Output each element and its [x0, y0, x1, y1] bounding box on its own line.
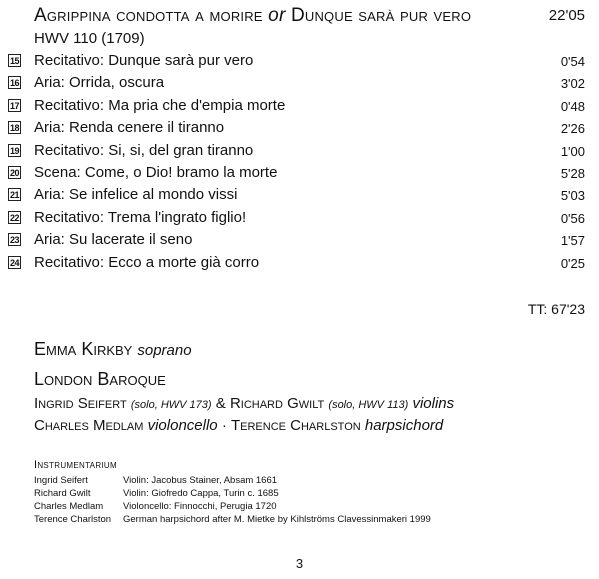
- track-time: 3'02: [560, 76, 585, 92]
- track-number: 15: [9, 56, 19, 66]
- soloist-role: soprano: [137, 342, 192, 359]
- track-row: [8, 229, 585, 251]
- track-title: Scena: Come, o Dio! bramo la morte: [34, 163, 278, 181]
- work-title-or: or: [268, 5, 286, 26]
- work-catalogue: HWV 110 (1709): [34, 30, 145, 47]
- total-time: TT: 67'23: [527, 301, 585, 317]
- track-time: 0'48: [560, 98, 585, 114]
- player-name: Richard Gwilt: [229, 395, 325, 412]
- player-role: harpsichord: [364, 417, 444, 434]
- track-title: Recitativo: Si, si, del gran tiranno: [34, 141, 254, 159]
- work-title-main: Agrippina condotta a morire: [34, 5, 263, 26]
- track-number: 23: [9, 235, 19, 246]
- soloist-name: Emma Kirkby: [34, 339, 133, 359]
- player-name: Ingrid Seifert: [34, 395, 127, 412]
- track-number: 20: [9, 167, 19, 178]
- work-title: [34, 4, 471, 28]
- instrument-description: Violin: Giofredo Cappa, Turin c. 1685: [123, 488, 279, 499]
- track-title: Aria: Se infelice al mondo vissi: [34, 186, 238, 204]
- track-number: 24: [9, 257, 19, 268]
- track-time: 1'57: [560, 233, 585, 249]
- track-number: 22: [9, 212, 19, 223]
- instrument-player: Charles Medlam: [34, 501, 104, 512]
- instrument-player: Ingrid Seifert: [34, 475, 88, 486]
- track-row: [8, 162, 585, 184]
- track-row: [8, 95, 585, 117]
- instrument-description: Violoncello: Finnocchi, Perugia 1720: [123, 501, 277, 512]
- track-time: 5'28: [560, 165, 585, 181]
- track-time: 2'26: [560, 121, 585, 137]
- players-violins: [34, 394, 454, 415]
- track-title: Recitativo: Dunque sarà pur vero: [34, 52, 254, 69]
- track-row: [8, 72, 585, 94]
- instrumentarium-heading: Instrumentarium: [34, 459, 117, 471]
- player-name: Charles Medlam: [34, 417, 144, 434]
- player-role: violoncello: [147, 417, 218, 434]
- track-title: Recitativo: Trema l'ingrato figlio!: [34, 208, 247, 226]
- track-title: Aria: Orrida, oscura: [34, 74, 165, 92]
- instrument-description: Violin: Jacobus Stainer, Absam 1661: [123, 475, 278, 486]
- separator-dot: ·: [221, 417, 227, 434]
- soloist-credit: [34, 338, 192, 362]
- track-number: 19: [9, 145, 19, 156]
- track-time: 0'56: [560, 210, 585, 226]
- track-number: 17: [9, 100, 19, 111]
- instrument-description: German harpsichord after M. Mietke by Kihlströms Clavessinmakeri 1999: [123, 514, 431, 525]
- instrument-player: Richard Gwilt: [34, 488, 91, 499]
- track-time: 0'25: [560, 255, 585, 271]
- players-continuo: [34, 416, 443, 436]
- track-row: [8, 50, 585, 72]
- track-row: [8, 117, 585, 139]
- track-title: Aria: Renda cenere il tiranno: [34, 119, 225, 137]
- track-row: [8, 184, 585, 206]
- player-name: Terence Charlston: [230, 417, 361, 434]
- player-detail: (solo, HWV 113): [328, 399, 409, 411]
- player-detail: (solo, HWV 173): [130, 399, 212, 411]
- work-duration: 22'05: [548, 7, 585, 24]
- ampersand: &: [215, 395, 226, 412]
- track-list: [8, 50, 585, 274]
- track-number: 16: [9, 78, 19, 89]
- track-row: [8, 207, 585, 229]
- track-row: [8, 252, 585, 274]
- track-number: 18: [9, 123, 19, 134]
- track-row: [8, 140, 585, 162]
- track-number: 21: [9, 190, 19, 201]
- track-title: Recitativo: Ecco a morte già corro: [34, 253, 260, 271]
- track-time: 1'00: [560, 143, 585, 159]
- instrument-player: Terence Charlston: [34, 514, 112, 525]
- player-role: violins: [412, 395, 455, 412]
- ensemble-name: London Baroque: [34, 369, 166, 389]
- track-title: Aria: Su lacerate il seno: [34, 231, 193, 249]
- track-time: 0'54: [560, 54, 585, 69]
- track-title: Recitativo: Ma pria che d'empia morte: [34, 96, 286, 114]
- track-time: 5'03: [560, 188, 585, 204]
- work-title-alt: Dunque sarà pur vero: [290, 5, 472, 26]
- page-number: 3: [295, 556, 304, 571]
